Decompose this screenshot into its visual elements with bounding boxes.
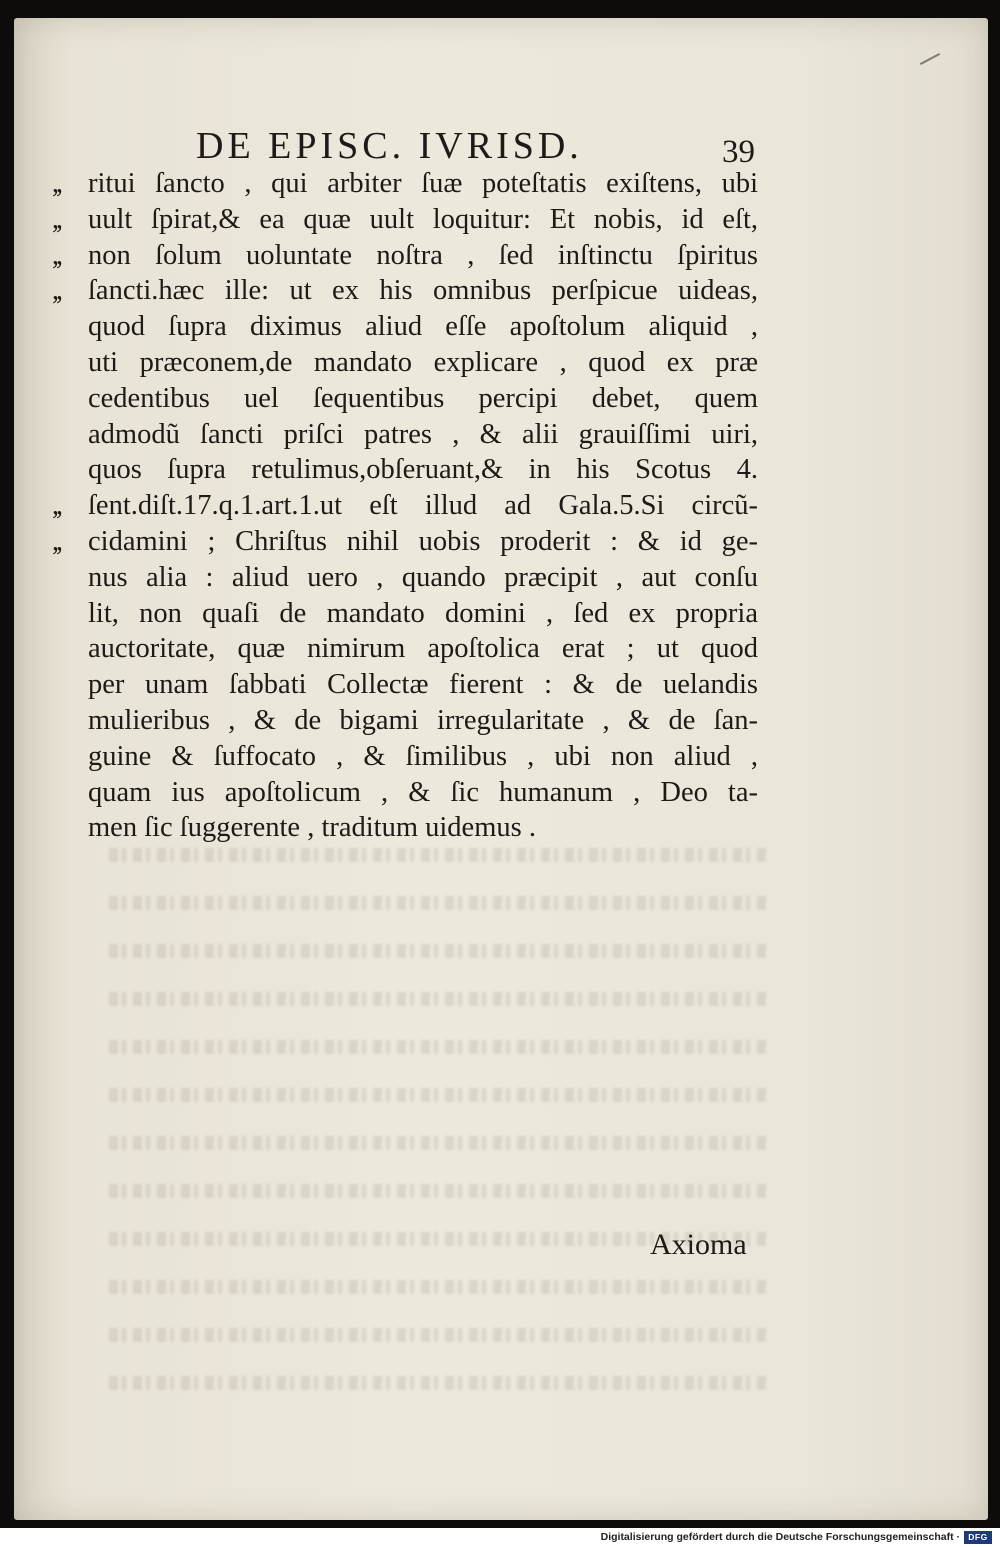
line-text: quod ſupra diximus aliud eſſe apoſtolum aliquid , — [88, 311, 758, 343]
body-text — [0, 166, 1000, 846]
text-line — [0, 166, 1000, 202]
text-line — [0, 667, 1000, 703]
text-line — [0, 273, 1000, 309]
page-edge-mark — [920, 53, 940, 65]
text-line — [0, 596, 1000, 632]
line-text: cidamini ; Chriſtus nihil uobis proderit : & id ge- — [88, 525, 758, 557]
quotation-mark: ,, — [52, 490, 60, 522]
text-line — [0, 202, 1000, 238]
text-line — [0, 739, 1000, 775]
line-text: admodũ ſancti priſci patres , & alii grauiſſimi uiri, — [88, 418, 758, 450]
quotation-mark: ,, — [52, 168, 60, 199]
line-text: per unam ſabbati Collectæ fierent : & de uelandis — [88, 669, 758, 701]
text-line — [0, 488, 1000, 524]
text-line — [0, 417, 1000, 453]
line-text: guine & ſuffocato , & ſimilibus , ubi non aliud , — [88, 740, 758, 772]
line-text: quos ſupra retulimus,obſeruant,& in his Scotus 4. — [88, 454, 758, 486]
footer-bar — [0, 1528, 1000, 1547]
line-text: quam ius apoſtolicum , & ſic humanum , Deo ta- — [88, 776, 758, 808]
text-line — [0, 560, 1000, 596]
line-text: ſancti.hæc ille: ut ex his omnibus perſpicue uideas, — [88, 275, 758, 307]
text-line — [0, 381, 1000, 417]
text-line — [0, 775, 1000, 811]
line-text: uult ſpirat,& ea quæ uult loquitur: Et nobis, id eſt, — [88, 203, 758, 235]
text-line — [0, 238, 1000, 274]
text-line — [0, 810, 1000, 846]
line-text: cedentibus uel ſequentibus percipi debet, quem — [88, 382, 758, 414]
text-line — [0, 524, 1000, 560]
line-text: mulieribus , & de bigami irregularitate , & de ſan- — [88, 704, 758, 736]
text-line — [0, 452, 1000, 488]
line-text: men ſic ſuggerente , traditum uidemus . — [88, 812, 536, 844]
funding-credit: Digitalisierung gefördert durch die Deutsche Forschungsgemeinschaft · — [600, 1531, 960, 1543]
text-line — [0, 309, 1000, 345]
line-text: lit, non quaſi de mandato domini , ſed ex propria — [88, 597, 758, 629]
quotation-mark: ,, — [52, 525, 60, 557]
text-line — [0, 631, 1000, 667]
catchword: Axioma — [650, 1228, 747, 1261]
line-text: ritui ſancto , qui arbiter ſuæ poteſtatis exiſtens, ubi — [88, 168, 758, 199]
running-head: DE EPISC. IVRISD. — [196, 125, 583, 167]
text-line — [0, 345, 1000, 381]
line-text: auctoritate, quæ nimirum apoſtolica erat ; ut quod — [88, 633, 758, 665]
line-text: nus alia : aliud uero , quando præcipit , aut conſu — [88, 561, 758, 593]
line-text: non ſolum uoluntate noſtra , ſed inſtinctu ſpiritus — [88, 239, 758, 271]
line-text: uti præconem,de mandato explicare , quod ex præ — [88, 346, 758, 378]
line-text: ſent.diſt.17.q.1.art.1.ut eſt illud ad Gala.5.Si circũ- — [88, 490, 758, 522]
page-number: 39 — [722, 134, 755, 170]
text-line — [0, 703, 1000, 739]
dfg-logo-icon: DFG — [964, 1531, 992, 1544]
quotation-mark: ,, — [52, 239, 60, 271]
quotation-mark: ,, — [52, 203, 60, 235]
quotation-mark: ,, — [52, 275, 60, 307]
